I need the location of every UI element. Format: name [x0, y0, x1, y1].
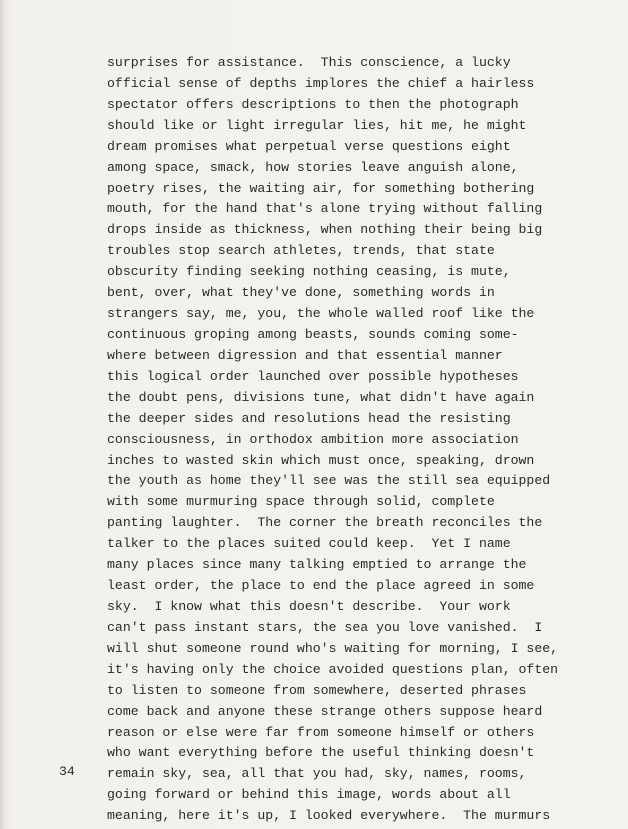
text-line: talker to the places suited could keep. Yet I name — [107, 536, 511, 552]
text-line: it's having only the choice avoided questions plan, often — [107, 661, 559, 677]
page-number: 34 — [59, 764, 75, 779]
text-line: the youth as home they'll see was the still sea equipped — [107, 473, 551, 489]
text-line: official sense of depths implores the chief a hairless — [107, 75, 535, 91]
text-line: should like or light irregular lies, hit me, he might — [107, 117, 527, 133]
text-line: spectator offers descriptions to then the photograph — [107, 96, 519, 112]
text-line: mouth, for the hand that's alone trying without falling — [107, 201, 543, 217]
text-line: come back and anyone these strange others suppose heard — [107, 703, 543, 719]
text-line: where between digression and that essential manner — [107, 347, 503, 363]
text-line: the deeper sides and resolutions head the resisting — [107, 410, 511, 426]
text-line: with some murmuring space through solid, complete — [107, 494, 495, 510]
text-line: this logical order launched over possible hypotheses — [107, 368, 519, 384]
text-line: sky. I know what this doesn't describe. Your work — [107, 598, 511, 614]
text-line: meaning, here it's up, I looked everywhere. The murmurs — [107, 808, 551, 824]
text-line: least order, the place to end the place agreed in some — [107, 578, 535, 594]
text-line: going forward or behind this image, words about all — [107, 787, 511, 803]
text-line: bent, over, what they've done, something words in — [107, 285, 495, 301]
text-line: continuous groping among beasts, sounds coming some- — [107, 326, 519, 342]
text-line: remain sky, sea, all that you had, sky, names, rooms, — [107, 766, 527, 782]
text-line: strangers say, me, you, the whole walled roof like the — [107, 306, 535, 322]
text-line: to listen to someone from somewhere, deserted phrases — [107, 682, 527, 698]
text-line: dream promises what perpetual verse questions eight — [107, 138, 511, 154]
text-line: many places since many talking emptied to arrange the — [107, 557, 527, 573]
text-line: among space, smack, how stories leave anguish alone, — [107, 159, 519, 175]
page-binding-edge — [0, 0, 6, 829]
body-text — [107, 53, 622, 827]
text-line: obscurity finding seeking nothing ceasing, is mute, — [107, 264, 511, 280]
text-line: poetry rises, the waiting air, for something bothering — [107, 180, 535, 196]
text-line: troubles stop search athletes, trends, that state — [107, 243, 495, 259]
text-line: inches to wasted skin which must once, speaking, drown — [107, 452, 535, 468]
text-line: the doubt pens, divisions tune, what didn't have again — [107, 389, 535, 405]
text-line: can't pass instant stars, the sea you love vanished. I — [107, 619, 543, 635]
text-line: surprises for assistance. This conscience, a lucky — [107, 55, 511, 70]
text-line: panting laughter. The corner the breath reconciles the — [107, 515, 543, 531]
text-line: reason or else were far from someone himself or others — [107, 724, 535, 740]
text-line: who want everything before the useful thinking doesn't — [107, 745, 535, 761]
text-line: drops inside as thickness, when nothing their being big — [107, 222, 543, 238]
text-line: consciousness, in orthodox ambition more association — [107, 431, 519, 447]
text-line: will shut someone round who's waiting for morning, I see, — [107, 640, 559, 656]
